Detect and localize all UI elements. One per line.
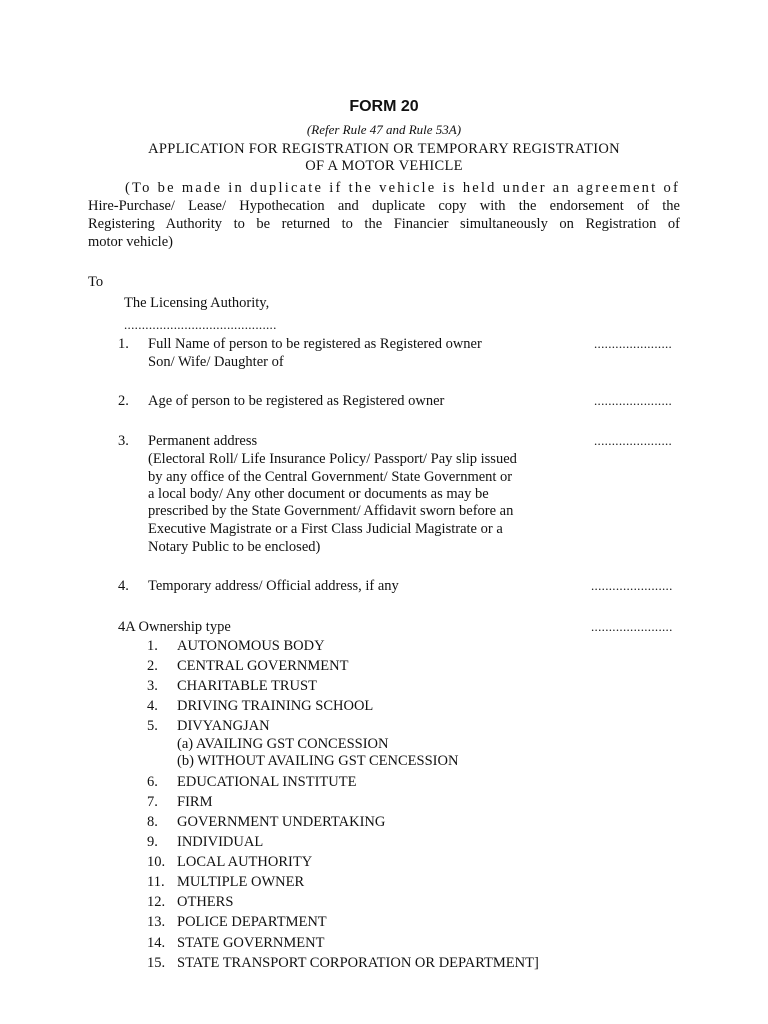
item-3-line4: a local body/ Any other document or documents as may be — [148, 486, 489, 502]
application-heading-line1: APPLICATION FOR REGISTRATION OR TEMPORARY REGISTRATION — [148, 141, 620, 157]
ownership-option-label: OTHERS — [177, 894, 234, 910]
item-4-number: 4. — [118, 578, 129, 594]
ownership-option — [147, 893, 627, 911]
item-3-line5: prescribed by the State Government/ Affidavit sworn before an — [148, 503, 514, 519]
note-line-1: (To be made in duplicate if the vehicle is held under an agreement of — [125, 180, 680, 196]
ownership-option-label: INDIVIDUAL — [177, 834, 264, 850]
ownership-option-number: 15. — [147, 955, 166, 971]
item-1-line2: Son/ Wife/ Daughter of — [148, 354, 284, 370]
ownership-option-label: CHARITABLE TRUST — [177, 678, 317, 694]
ownership-option-label: POLICE DEPARTMENT — [177, 914, 327, 930]
ownership-option-label: CENTRAL GOVERNMENT — [177, 658, 349, 674]
ownership-option-label: GOVERNMENT UNDERTAKING — [177, 814, 386, 830]
ownership-option-number: 10. — [147, 854, 166, 870]
form-title: FORM 20 — [349, 98, 419, 115]
ownership-option-label: DIVYANGJAN — [177, 718, 270, 734]
item-3-line7: Notary Public to be enclosed) — [148, 539, 321, 555]
note-line-2: Hire-Purchase/ Lease/ Hypothecation and duplicate copy with the endorsement of the — [88, 198, 680, 214]
ownership-option-number: 3. — [147, 678, 158, 694]
ownership-option — [147, 813, 627, 831]
ownership-option-number: 12. — [147, 894, 166, 910]
ownership-option — [147, 717, 627, 735]
to-label: To — [88, 274, 104, 290]
ownership-option — [147, 853, 627, 871]
item-3-line3: by any office of the Central Government/ State Government or — [148, 469, 513, 485]
ownership-option-number: 1. — [147, 638, 158, 654]
item-4a-label: 4A Ownership type — [118, 619, 231, 635]
ownership-option-number: 9. — [147, 834, 158, 850]
item-3-fill-blank: ...................... — [594, 433, 673, 448]
ownership-option-number: 11. — [147, 874, 165, 890]
rule-reference: (Refer Rule 47 and Rule 53A) — [306, 122, 462, 137]
ownership-option-number: 5. — [147, 718, 158, 734]
ownership-option-number: 2. — [147, 658, 158, 674]
licensing-authority: The Licensing Authority, — [124, 295, 270, 311]
ownership-option — [147, 833, 627, 851]
note-line-4: motor vehicle) — [88, 234, 173, 250]
item-4-line1: Temporary address/ Official address, if any — [148, 578, 399, 594]
note-line-3: Registering Authority to be returned to the Financier simultaneously on Registration of — [88, 216, 680, 232]
item-3-line6: Executive Magistrate or a First Class Judicial Magistrate or a — [148, 521, 503, 537]
item-3-number: 3. — [118, 433, 129, 449]
authority-blank: ........................................... — [124, 317, 277, 332]
item-3-line1: Permanent address — [148, 433, 258, 449]
divyangjan-sub-option-a: (a) AVAILING GST CONCESSION — [177, 736, 389, 752]
ownership-option — [147, 677, 627, 695]
ownership-option — [147, 697, 627, 715]
ownership-option-number: 7. — [147, 794, 158, 810]
item-1-line1: Full Name of person to be registered as Registered owner — [148, 336, 482, 352]
ownership-option-label: AUTONOMOUS BODY — [177, 638, 325, 654]
ownership-option — [147, 913, 627, 931]
ownership-option — [147, 873, 627, 891]
item-2-line1: Age of person to be registered as Registered owner — [148, 393, 445, 409]
ownership-option — [147, 637, 627, 655]
ownership-option-number: 13. — [147, 914, 166, 930]
ownership-option-number: 4. — [147, 698, 158, 714]
ownership-option-label: STATE GOVERNMENT — [177, 935, 325, 951]
ownership-option-label: MULTIPLE OWNER — [177, 874, 305, 890]
ownership-option — [147, 934, 627, 952]
ownership-option — [147, 657, 627, 675]
item-4-fill-blank: ....................... — [591, 578, 673, 593]
ownership-option-label: DRIVING TRAINING SCHOOL — [177, 698, 374, 714]
ownership-option — [147, 773, 627, 791]
ownership-option — [147, 793, 627, 811]
divyangjan-sub-option-b: (b) WITHOUT AVAILING GST CENCESSION — [177, 753, 459, 769]
item-3-line2: (Electoral Roll/ Life Insurance Policy/ Passport/ Pay slip issued — [148, 451, 517, 467]
ownership-option-number: 8. — [147, 814, 158, 830]
ownership-option-number: 6. — [147, 774, 158, 790]
application-heading-line2: OF A MOTOR VEHICLE — [305, 158, 463, 174]
ownership-option-label: STATE TRANSPORT CORPORATION OR DEPARTMENT] — [177, 955, 539, 971]
item-2-number: 2. — [118, 393, 129, 409]
item-2-fill-blank: ...................... — [594, 393, 673, 408]
item-1-fill-blank: ...................... — [594, 336, 673, 351]
item-1-number: 1. — [118, 336, 129, 352]
ownership-option-label: EDUCATIONAL INSTITUTE — [177, 774, 357, 790]
ownership-option-label: LOCAL AUTHORITY — [177, 854, 313, 870]
ownership-option — [147, 954, 627, 972]
item-4a-fill-blank: ....................... — [591, 619, 673, 634]
ownership-option-label: FIRM — [177, 794, 213, 810]
ownership-option-number: 14. — [147, 935, 166, 951]
